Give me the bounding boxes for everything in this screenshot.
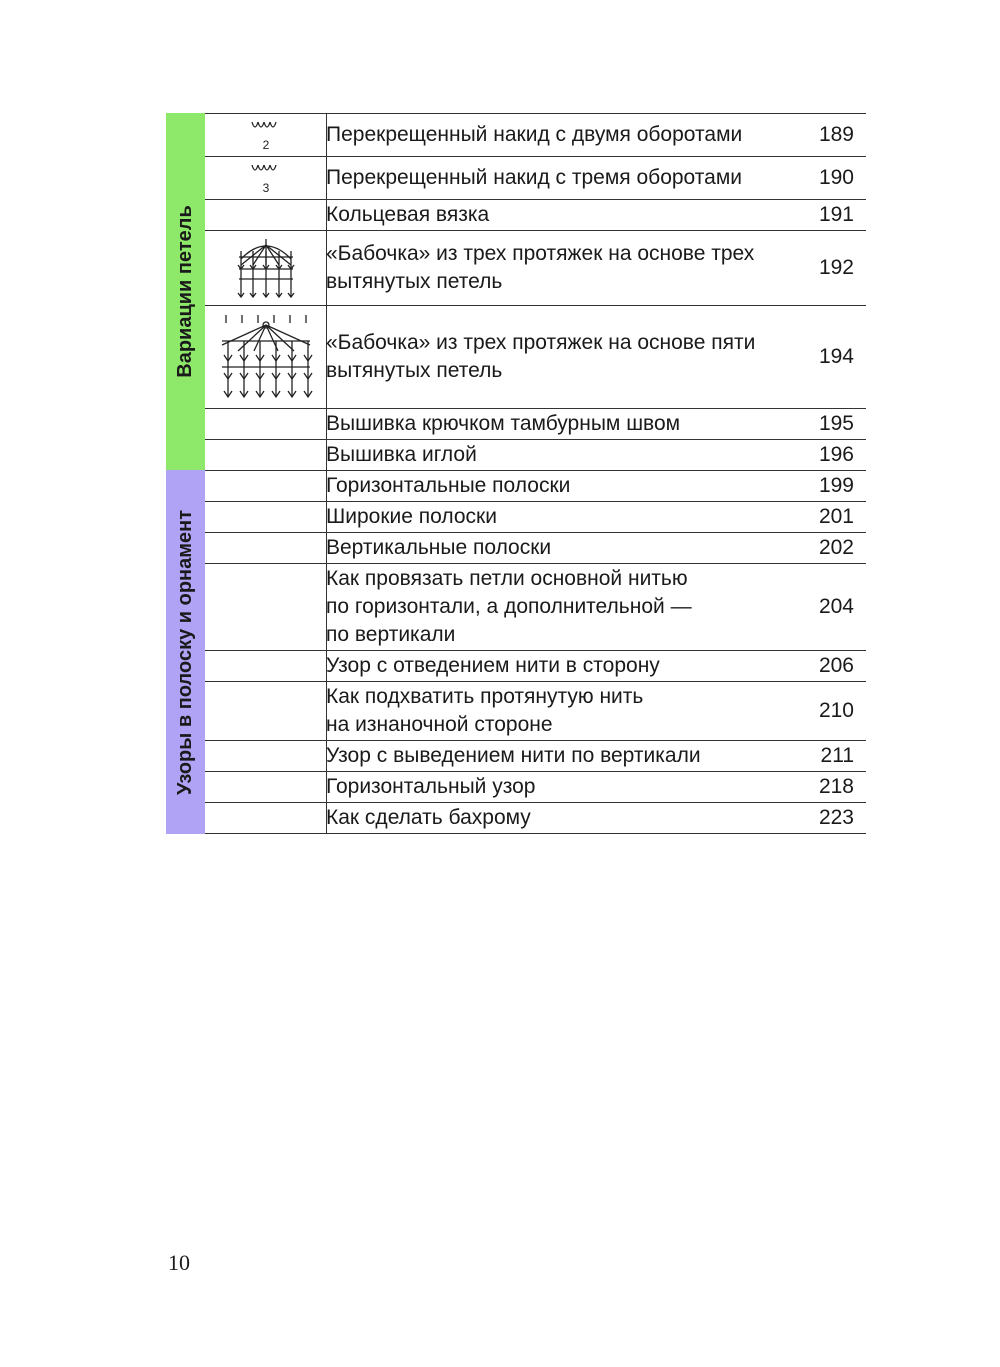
toc-page-number: 194 [818, 345, 854, 368]
toc-entry-title: Как провязать петли основной нитью по горизонтали, а дополнительной — по вертикали [326, 567, 692, 646]
toc-entry-title: Вертикальные полоски [326, 536, 552, 559]
svg-text:2: 2 [262, 138, 269, 152]
toc-page-number: 199 [818, 474, 854, 497]
section-tab-loop-variations [166, 113, 205, 470]
toc-page-number: 202 [818, 536, 854, 559]
toc-entry-title: «Бабочка» из трех протяжек на основе пяти вытянутых петель [326, 331, 756, 382]
crossed-yarn-over-icon [205, 114, 326, 156]
toc-row[interactable] [205, 533, 866, 564]
toc-row[interactable] [205, 772, 866, 803]
toc-entry-title: Узор с отведением нити в сторону [326, 654, 660, 677]
toc-entry-title: Горизонтальный узор [326, 775, 536, 798]
toc-entry-title: Горизонтальные полоски [326, 474, 571, 497]
page-number: 10 [168, 1250, 190, 1275]
toc-row[interactable] [205, 651, 866, 682]
toc-entry-title: Кольцевая вязка [326, 203, 490, 226]
toc-page-number: 195 [818, 412, 854, 435]
toc-entry-title: Перекрещенный накид с двумя оборотами [326, 123, 743, 146]
toc-page-number: 191 [818, 203, 854, 226]
toc-row[interactable] [205, 306, 866, 409]
toc-row[interactable] [205, 682, 866, 741]
toc-page-number: 190 [818, 165, 854, 189]
toc-page-number: 206 [818, 654, 854, 677]
toc-entry-title: Вышивка крючком тамбурным швом [326, 412, 681, 435]
toc-row[interactable] [205, 564, 866, 651]
toc-row[interactable] [205, 741, 866, 772]
toc-row[interactable] [205, 231, 866, 306]
toc-entry-title: Вышивка иглой [326, 443, 477, 466]
section-label: Узоры в полоску и орнамент [174, 509, 197, 795]
butterfly-five-loops-icon [205, 306, 326, 408]
toc-row[interactable] [205, 113, 866, 157]
crossed-yarn-over-icon [205, 156, 326, 199]
toc-entry-title: Узор с выведением нити по вертикали [326, 744, 701, 767]
toc-entry-title: Как подхватить протянутую нить на изнаночной стороне [326, 685, 644, 736]
section-tab-stripes-ornament [166, 470, 205, 834]
toc-page-number: 201 [818, 505, 854, 528]
butterfly-three-loops-icon [205, 231, 326, 305]
toc-page-number: 211 [820, 744, 854, 767]
toc-row[interactable] [205, 409, 866, 440]
toc-row[interactable] [205, 502, 866, 533]
section-label: Вариации петель [174, 205, 196, 378]
toc-page-number: 210 [818, 699, 854, 722]
toc-page-number: 204 [818, 595, 854, 618]
toc-page-number: 192 [818, 256, 854, 279]
toc-entry-title: Перекрещенный накид с тремя оборотами [326, 165, 743, 189]
toc-row[interactable] [205, 200, 866, 231]
toc-row[interactable] [205, 440, 866, 471]
toc-page-number: 189 [818, 123, 854, 146]
toc-entry-title: «Бабочка» из трех протяжек на основе трех вытянутых петель [326, 242, 755, 293]
toc-entry-title: Как сделать бахрому [326, 806, 531, 829]
toc-page-number: 196 [818, 443, 854, 466]
toc-page-number: 218 [818, 775, 854, 798]
toc-page-number: 223 [818, 806, 854, 829]
toc-row[interactable] [205, 471, 866, 502]
toc-entry-title: Широкие полоски [326, 505, 497, 528]
svg-text:3: 3 [262, 180, 269, 195]
toc-row[interactable] [205, 156, 866, 200]
toc-row[interactable] [205, 803, 866, 834]
